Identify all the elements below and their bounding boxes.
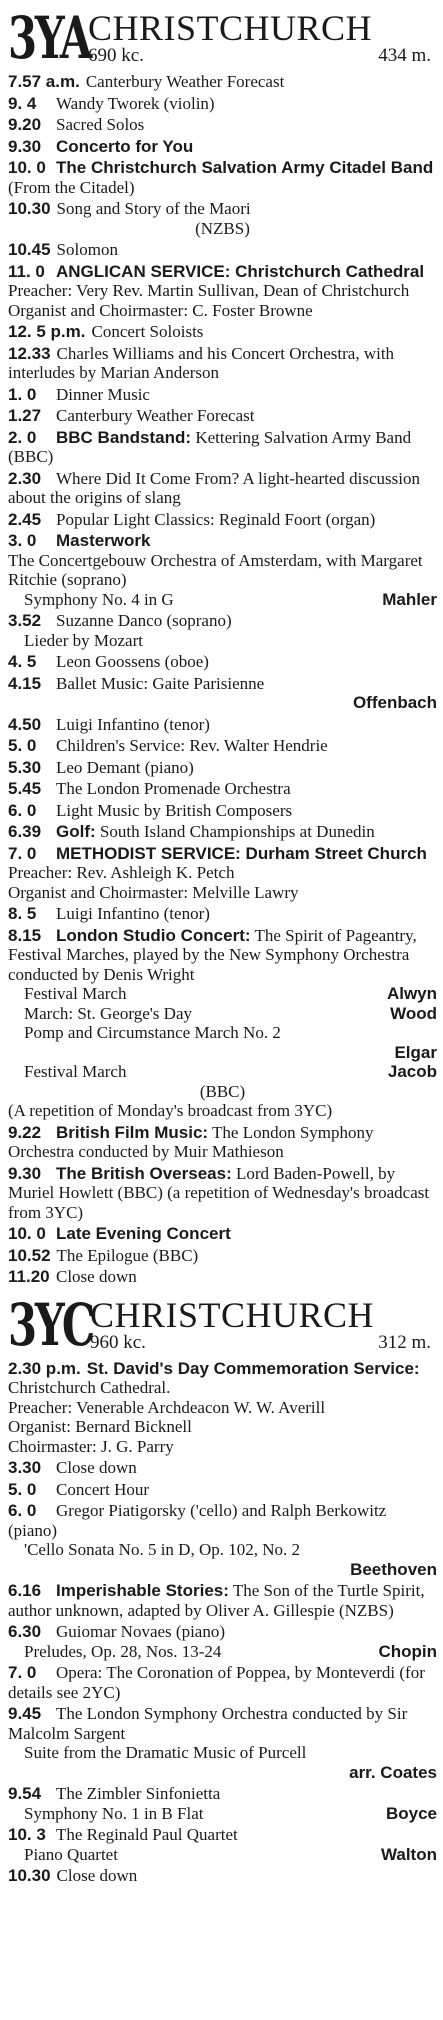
entry-line: Organist: Bernard Bicknell (8, 1417, 192, 1436)
entry-time: 10.45 (8, 240, 51, 259)
entry-time: 8. 5 (8, 904, 37, 923)
entry-time: 4. 5 (8, 652, 37, 671)
listing-entry (8, 1663, 437, 1702)
station-frequency: 690 kc. (88, 45, 144, 66)
entry-text: Charles Williams and his Concert Orchestra, with interludes by Marian Anderson (8, 343, 395, 382)
entry-text: Canterbury Weather Forecast (85, 72, 285, 91)
entry-text: Where Did It Come From? A light-hearted discussion about the origins of slang (8, 468, 421, 507)
entry-time: 6.39 (8, 822, 42, 841)
entry-time: 10.30 (8, 1866, 51, 1885)
listing-entry (8, 137, 437, 157)
entry-title: The British Overseas: (56, 1163, 232, 1183)
listing-entry (8, 199, 437, 238)
entry-composer: Offenbach (352, 693, 437, 712)
station-freq-row (90, 1333, 437, 1353)
station-header-3ya (8, 4, 437, 72)
listing-entry (8, 469, 437, 508)
entry-time: 7. 0 (8, 1663, 37, 1682)
entry-time: 10. 0 (8, 1224, 46, 1243)
entry-text: Close down (56, 1458, 137, 1477)
station-header-3yc (8, 1290, 437, 1359)
station-wavelength: 434 m. (378, 45, 431, 66)
listing-entry (8, 262, 437, 321)
station-callsign: 3YC (8, 1290, 93, 1359)
entry-composer-row (8, 693, 437, 713)
entry-composer: Boyce (385, 1803, 437, 1823)
entry-text: Guiomar Novaes (piano) (56, 1622, 226, 1641)
entry-text: Kettering Salvation Army Band (BBC) (8, 427, 412, 466)
entry-work: Suite from the Dramatic Music of Purcell (24, 1743, 307, 1762)
listing-entry (8, 715, 437, 735)
entry-note: (NZBS) (195, 218, 250, 238)
entry-time: 1. 0 (8, 384, 37, 404)
entry-title: St. David's Day Commemoration Service: (86, 1358, 420, 1378)
march-credit: (BBC) (199, 1081, 246, 1101)
entry-work-row (8, 1845, 437, 1865)
listing-entry (8, 72, 437, 92)
entry-time: 2.30 (8, 468, 42, 488)
entry-title: Masterwork (56, 531, 151, 550)
entry-text: Solomon (56, 240, 118, 259)
listing-entry (8, 652, 437, 672)
entry-text: Canterbury Weather Forecast (56, 406, 255, 425)
listing-entry (8, 611, 437, 650)
march-title: March: St. George's Day (24, 1003, 192, 1023)
entry-title: London Studio Concert: (56, 925, 251, 945)
entry-text: Concert Soloists (91, 322, 204, 341)
entry-title: Late Evening Concert (56, 1224, 231, 1243)
station-freq-row (88, 46, 437, 66)
entry-text: The Son of the Turtle Spirit, author unknown, adapted by Oliver A. Gillespie (NZBS) (8, 1581, 425, 1620)
entry-time: 2.30 p.m. (8, 1358, 81, 1378)
entry-text: Close down (56, 1267, 137, 1286)
entry-composer: Beethoven (350, 1559, 437, 1579)
listing-entry (8, 1164, 437, 1223)
listing-entry (8, 406, 437, 426)
listing-entry (8, 1458, 437, 1478)
entry-time: 3.52 (8, 611, 42, 630)
entry-time: 9. 4 (8, 93, 37, 113)
entry-work-row (8, 590, 437, 610)
entry-time: 9.22 (8, 1122, 42, 1142)
listing-entry (8, 844, 437, 903)
entry-work: Symphony No. 4 in G (24, 589, 174, 609)
entry-time: 12.33 (8, 343, 51, 363)
listing-entry (8, 94, 437, 114)
entry-time: 9.30 (8, 136, 42, 156)
entry-text: South Island Championships at Dunedin (99, 822, 375, 841)
entry-title: Imperishable Stories: (56, 1581, 229, 1600)
entry-time: 9.45 (8, 1704, 42, 1723)
entry-time: 3.30 (8, 1458, 42, 1477)
entry-time: 6. 0 (8, 1501, 37, 1520)
entry-title: METHODIST SERVICE: Durham Street Church (56, 843, 427, 863)
entry-title: The Christchurch Salvation Army Citadel Band (56, 158, 434, 177)
entry-composer: Chopin (378, 1641, 437, 1661)
entry-time: 10. 0 (8, 158, 46, 177)
listing-entry (8, 779, 437, 799)
entry-composer-row (8, 1763, 437, 1783)
entry-work-row (8, 1642, 437, 1662)
listing-entry (8, 926, 437, 1121)
entry-time: 6. 0 (8, 800, 37, 820)
station-city: CHRISTCHURCH (90, 1294, 375, 1335)
entry-line: Preacher: Rev. Ashleigh K. Petch (8, 863, 235, 882)
entry-text: Christchurch Cathedral. (8, 1378, 171, 1397)
entry-line: Organist and Choirmaster: Melville Lawry (8, 882, 299, 902)
listing-entry (8, 531, 437, 609)
entry-title: ANGLICAN SERVICE: Christchurch Cathedral (56, 261, 425, 281)
entry-line: The Concertgebouw Orchestra of Amsterdam, with Margaret Ritchie (soprano) (8, 550, 423, 589)
station-header-right (86, 10, 437, 66)
entry-text: Gregor Piatigorsky ('cello) and Ralph Berkowitz (piano) (8, 1501, 387, 1540)
station-frequency: 960 kc. (90, 1331, 146, 1353)
entry-text: The Zimbler Sinfonietta (56, 1784, 221, 1803)
entry-text: The Reginald Paul Quartet (56, 1825, 238, 1844)
entry-text: Song and Story of the Maori (56, 199, 251, 218)
entry-note: Lieder by Mozart (24, 630, 143, 650)
entry-line: Preacher: Very Rev. Martin Sullivan, Dean of Christchurch (8, 281, 410, 300)
entry-text: Luigi Infantino (tenor) (56, 904, 210, 923)
entry-title: BBC Bandstand: (56, 427, 192, 447)
entry-time: 1.27 (8, 406, 42, 425)
entry-text: Lord Baden-Powell, by Muriel Howlett (BBC) (a repetition of Wednesday's broadcast from 3YC) (8, 1163, 430, 1222)
entry-time: 11. 0 (8, 261, 45, 281)
entry-text: Popular Light Classics: Reginald Foort (organ) (56, 509, 376, 529)
station1-schedule (8, 72, 437, 1287)
march-composer: Alwyn (386, 984, 437, 1003)
entry-time: 6.30 (8, 1622, 42, 1641)
march-repeat-note: (A repetition of Monday's broadcast from 3YC) (8, 1101, 333, 1120)
entry-text: The London Symphony Orchestra conducted by Sir Malcolm Sargent (8, 1704, 408, 1743)
station-wavelength: 312 m. (378, 1331, 431, 1353)
station-callsign: 3YA (8, 4, 91, 72)
entry-text: Opera: The Coronation of Poppea, by Monteverdi (for details see 2YC) (8, 1663, 425, 1702)
entry-text: Dinner Music (56, 384, 150, 404)
listing-entry (8, 904, 437, 924)
march-row (8, 1062, 437, 1082)
entry-text: Light Music by British Composers (56, 800, 293, 820)
entry-work-row (8, 1804, 437, 1824)
listing-entry (8, 1704, 437, 1782)
listing-entry (8, 1359, 437, 1457)
entry-text: Suzanne Danco (soprano) (56, 611, 232, 630)
listing-entry (8, 1825, 437, 1864)
listing-entry (8, 240, 437, 260)
listing-entry (8, 1246, 437, 1266)
listing-entry (8, 736, 437, 756)
march-composer: Elgar (394, 1042, 437, 1062)
entry-time: 5. 0 (8, 1479, 37, 1499)
march-row (8, 1023, 437, 1043)
listing-entry (8, 1501, 437, 1579)
entry-composer: Walton (380, 1844, 437, 1864)
entry-text: Leo Demant (piano) (56, 757, 194, 777)
entry-line: Preacher: Venerable Archdeacon W. W. Averill (8, 1397, 326, 1417)
entry-time: 5.45 (8, 779, 42, 798)
listing-entry (8, 801, 437, 821)
entry-work: Piano Quartet (24, 1844, 118, 1864)
entry-title: Concerto for You (56, 136, 194, 156)
listing-entry (8, 344, 437, 383)
entry-time: 4.50 (8, 714, 42, 734)
listing-entry (8, 758, 437, 778)
march-title: Festival March (24, 984, 127, 1003)
listing-entry (8, 1622, 437, 1661)
station-city: CHRISTCHURCH (88, 8, 373, 48)
entry-text: Children's Service: Rev. Walter Hendrie (56, 736, 328, 755)
entry-time: 11.20 (8, 1267, 50, 1286)
listing-entry (8, 1224, 437, 1244)
march-composer: Jacob (387, 1062, 437, 1081)
listing-entry (8, 385, 437, 405)
entry-text: Close down (56, 1866, 138, 1885)
entry-text: The Epilogue (BBC) (56, 1245, 199, 1265)
entry-time: 10.52 (8, 1245, 51, 1265)
entry-composer: Mahler (382, 589, 437, 609)
entry-text: Ballet Music: Gaite Parisienne (56, 673, 265, 693)
march-title: Pomp and Circumstance March No. 2 (24, 1023, 281, 1042)
entry-time: 2. 0 (8, 427, 37, 447)
entry-time: 5.30 (8, 757, 42, 777)
entry-line: Organist and Choirmaster: C. Foster Browne (8, 300, 313, 320)
entry-time: 10. 3 (8, 1825, 46, 1844)
listing-entry (8, 510, 437, 530)
entry-text: (From the Citadel) (8, 177, 135, 197)
listing-entry (8, 674, 437, 713)
march-title: Festival March (24, 1062, 127, 1081)
entry-time: 12. 5 p.m. (8, 322, 86, 341)
listing-entry (8, 322, 437, 342)
station-header-right (88, 1294, 437, 1353)
entry-title: Golf: (56, 822, 96, 841)
listing-entry (8, 1581, 437, 1620)
march-row (8, 1004, 437, 1024)
entry-time: 9.30 (8, 1163, 42, 1183)
listing-entry (8, 822, 437, 842)
listing-entry (8, 428, 437, 467)
entry-text: Wandy Tworek (violin) (56, 93, 215, 113)
listing-entry (8, 1123, 437, 1162)
entry-time: 3. 0 (8, 531, 37, 550)
listing-entry (8, 158, 437, 197)
entry-time: 7. 0 (8, 843, 37, 863)
entry-time: 10.30 (8, 199, 51, 218)
entry-text: The Spirit of Pageantry, Festival Marches, played by the New Symphony Orchestra conducted by Denis Wright (8, 925, 417, 984)
march-composer-row (8, 1043, 437, 1063)
entry-time: 2.45 (8, 509, 42, 529)
entry-work: Symphony No. 1 in B Flat (24, 1803, 204, 1823)
entry-time: 6.16 (8, 1581, 42, 1600)
entry-time: 7.57 a.m. (8, 72, 80, 91)
entry-composer-row (8, 1560, 437, 1580)
listing-entry (8, 1480, 437, 1500)
entry-work: Preludes, Op. 28, Nos. 13-24 (24, 1641, 222, 1661)
listing-entry (8, 1784, 437, 1823)
entry-time: 5. 0 (8, 736, 37, 755)
station2-schedule (8, 1359, 437, 1886)
entry-text: Sacred Solos (56, 115, 145, 134)
entry-composer: arr. Coates (349, 1762, 437, 1782)
entry-time: 8.15 (8, 925, 42, 945)
entry-text: The London Promenade Orchestra (56, 779, 291, 798)
march-row (8, 984, 437, 1004)
entry-time: 9.20 (8, 115, 42, 134)
entry-time: 9.54 (8, 1784, 42, 1803)
march-composer: Wood (390, 1003, 437, 1023)
entry-work: 'Cello Sonata No. 5 in D, Op. 102, No. 2 (24, 1540, 300, 1559)
entry-title: British Film Music: (56, 1122, 209, 1142)
entry-line: Choirmaster: J. G. Parry (8, 1436, 174, 1456)
entry-text: Leon Goossens (oboe) (56, 652, 209, 671)
entry-text: The London Symphony Orchestra conducted by Muir Mathieson (8, 1122, 374, 1161)
entry-text: Concert Hour (56, 1479, 150, 1499)
listing-entry (8, 115, 437, 135)
entry-text: Luigi Infantino (tenor) (56, 714, 210, 734)
listing-entry (8, 1866, 437, 1886)
listing-entry (8, 1267, 437, 1287)
entry-time: 4.15 (8, 673, 42, 693)
